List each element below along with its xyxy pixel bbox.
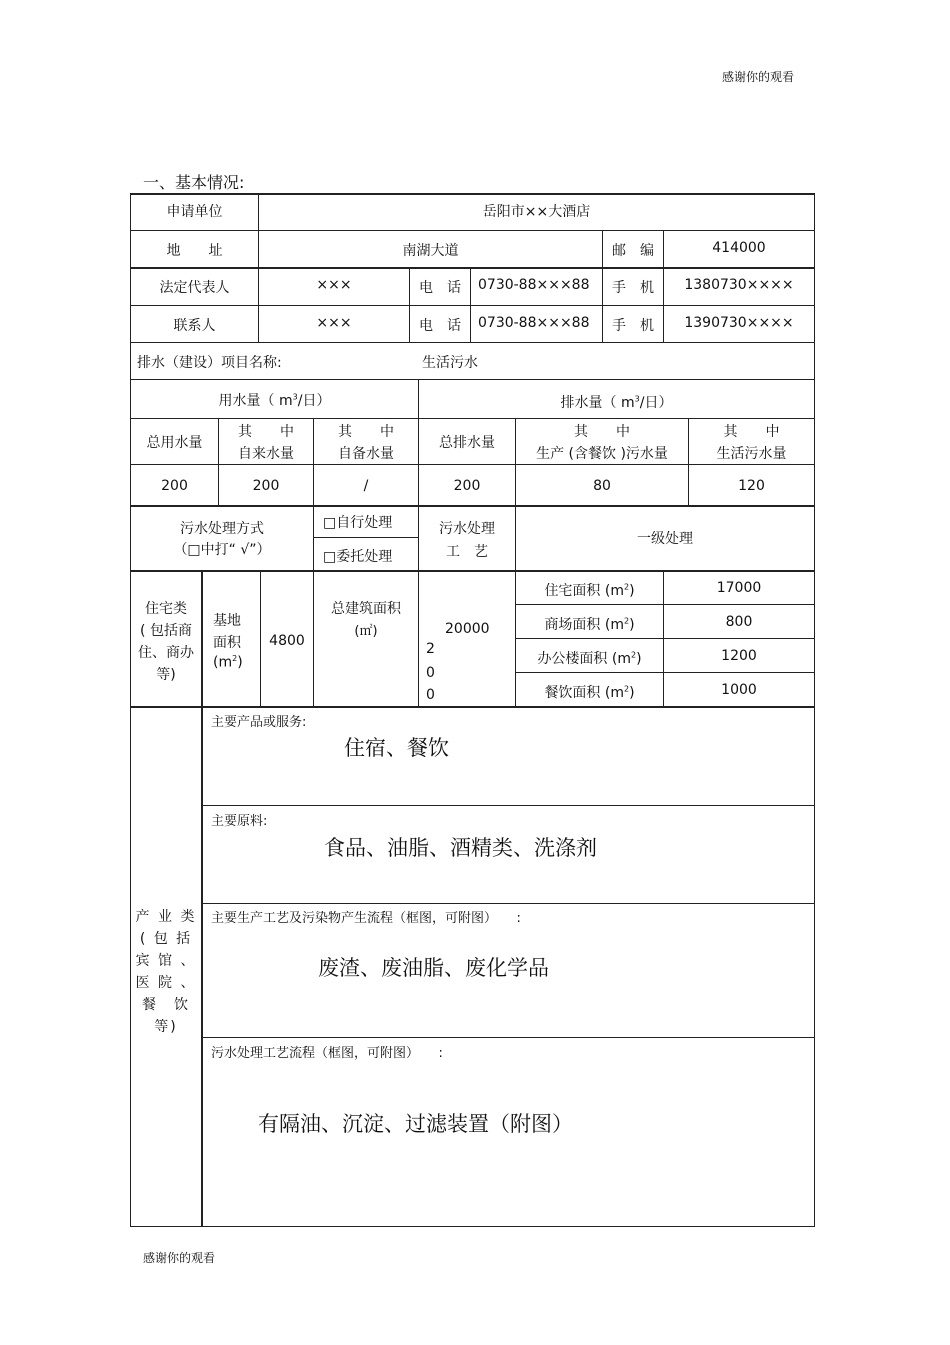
sewage-flow-label: 污水处理工艺流程（框图，可附图） : bbox=[211, 1046, 443, 1061]
catering-area-label: 餐饮面积 $(m^2)$ bbox=[544, 684, 635, 701]
products-label: 主要产品或服务: bbox=[211, 715, 307, 730]
section-title: 一、基本情况: bbox=[143, 173, 245, 192]
land-area-label-2: 面积 bbox=[213, 635, 241, 651]
address-label: 地 址 bbox=[166, 243, 223, 259]
drain-life-qizhong: 其 中 bbox=[723, 424, 780, 440]
pollution-flow-value: 废渣、废油脂、废化学品 bbox=[318, 956, 549, 980]
applicant-label: 申请单位 bbox=[166, 204, 223, 220]
treatment-process-label-2: 工 艺 bbox=[446, 544, 488, 560]
contact-mobile: 1390730×××× bbox=[684, 315, 794, 331]
water-tap-label: 自来水量 bbox=[238, 446, 294, 462]
drain-prod-value: 80 bbox=[593, 478, 611, 494]
industry-label-5: 餐 饮 bbox=[142, 997, 190, 1013]
residential-label-3: 住、商办 bbox=[138, 645, 194, 661]
contact-mobile-label: 手 机 bbox=[612, 318, 654, 334]
catering-area-value: 1000 bbox=[721, 682, 757, 698]
treatment-method-label: 污水处理方式 bbox=[180, 521, 264, 537]
legal-rep-mobile: 1380730×××× bbox=[684, 277, 794, 293]
build-area-unit: (㎡) bbox=[354, 624, 378, 639]
mall-area-value: 800 bbox=[725, 614, 753, 630]
build-area-digit-2: 0 bbox=[426, 665, 435, 681]
water-use-title: 用水量（ $m^3/$日） bbox=[218, 392, 331, 409]
build-area-label: 总建筑面积 bbox=[331, 601, 401, 617]
industry-label-2: ( 包 括 bbox=[139, 931, 193, 947]
water-self-value: / bbox=[363, 478, 369, 494]
drain-prod-qizhong: 其 中 bbox=[574, 424, 630, 440]
land-area-label-1: 基地 bbox=[213, 613, 241, 629]
option-self-treatment[interactable]: □自行处理 bbox=[323, 515, 393, 531]
industry-label-3: 宾 馆 、 bbox=[135, 953, 197, 969]
water-self-label: 自备水量 bbox=[338, 446, 394, 462]
industry-label-4: 医 院 、 bbox=[135, 975, 197, 991]
materials-label: 主要原料: bbox=[211, 814, 268, 829]
residential-label-4: 等) bbox=[156, 667, 176, 683]
legal-rep-mobile-label: 手 机 bbox=[612, 280, 654, 296]
water-tap-qizhong: 其 中 bbox=[238, 424, 294, 440]
residential-area-label: 住宅面积 $(m^2)$ bbox=[544, 582, 635, 599]
drain-prod-label: 生产 (含餐饮 )污水量 bbox=[536, 446, 668, 462]
drain-total-value: 200 bbox=[453, 478, 481, 494]
water-total-value: 200 bbox=[161, 478, 188, 494]
legal-rep-phone: 0730-88×××88 bbox=[478, 277, 590, 293]
contact-label: 联系人 bbox=[173, 318, 216, 334]
water-total-label: 总用水量 bbox=[146, 435, 203, 451]
project-value: 生活污水 bbox=[422, 355, 478, 371]
office-area-label: 办公楼面积 $(m^2)$ bbox=[537, 650, 642, 667]
legal-rep-name: ××× bbox=[316, 277, 352, 293]
contact-phone: 0730-88×××88 bbox=[478, 315, 590, 331]
industry-label-6: 等) bbox=[154, 1019, 178, 1035]
pollution-flow-label: 主要生产工艺及污染物产生流程（框图，可附图） : bbox=[211, 911, 521, 926]
build-area-digit-3: 0 bbox=[426, 687, 435, 703]
build-area-value: 20000 bbox=[445, 621, 490, 637]
build-area-digit-1: 2 bbox=[426, 641, 435, 657]
residential-label-1: 住宅类 bbox=[145, 601, 187, 617]
legal-rep-phone-label: 电 话 bbox=[419, 280, 461, 296]
drain-life-value: 120 bbox=[738, 478, 765, 494]
treatment-method-hint: （□中打“ √”） bbox=[173, 542, 271, 558]
applicant-value: 岳阳市××大酒店 bbox=[482, 204, 591, 220]
header-note: 感谢你的观看 bbox=[722, 70, 795, 84]
contact-name: ××× bbox=[316, 315, 352, 331]
footer-note: 感谢你的观看 bbox=[143, 1251, 216, 1265]
land-area-value: 4800 bbox=[269, 633, 305, 649]
mall-area-label: 商场面积 $(m^2)$ bbox=[544, 616, 635, 633]
residential-area-value: 17000 bbox=[716, 580, 762, 596]
industry-label-1: 产 业 类 bbox=[135, 909, 197, 925]
materials-value: 食品、油脂、酒精类、洗涤剂 bbox=[324, 836, 597, 860]
office-area-value: 1200 bbox=[721, 648, 757, 664]
postcode-value: 414000 bbox=[712, 240, 766, 256]
legal-rep-label: 法定代表人 bbox=[159, 280, 230, 296]
treatment-process-label-1: 污水处理 bbox=[439, 521, 495, 537]
sewage-flow-value: 有隔油、沉淀、过滤装置（附图） bbox=[258, 1112, 573, 1136]
treatment-process-value: 一级处理 bbox=[637, 531, 693, 547]
drainage-title: 排水量（ $m^3/$日） bbox=[560, 394, 673, 411]
water-self-qizhong: 其 中 bbox=[338, 424, 394, 440]
products-value: 住宿、餐饮 bbox=[344, 736, 449, 760]
contact-phone-label: 电 话 bbox=[419, 318, 461, 334]
drain-life-label: 生活污水量 bbox=[716, 446, 787, 462]
water-tap-value: 200 bbox=[252, 478, 280, 494]
option-entrusted-treatment[interactable]: □委托处理 bbox=[323, 549, 393, 565]
address-value: 南湖大道 bbox=[402, 243, 459, 259]
project-label: 排水（建设）项目名称: bbox=[137, 355, 282, 371]
drain-total-label: 总排水量 bbox=[439, 435, 495, 451]
residential-label-2: ( 包括商 bbox=[140, 623, 192, 639]
land-area-label-3: $(m^2)$ bbox=[213, 654, 243, 671]
postcode-label: 邮 编 bbox=[612, 243, 654, 259]
